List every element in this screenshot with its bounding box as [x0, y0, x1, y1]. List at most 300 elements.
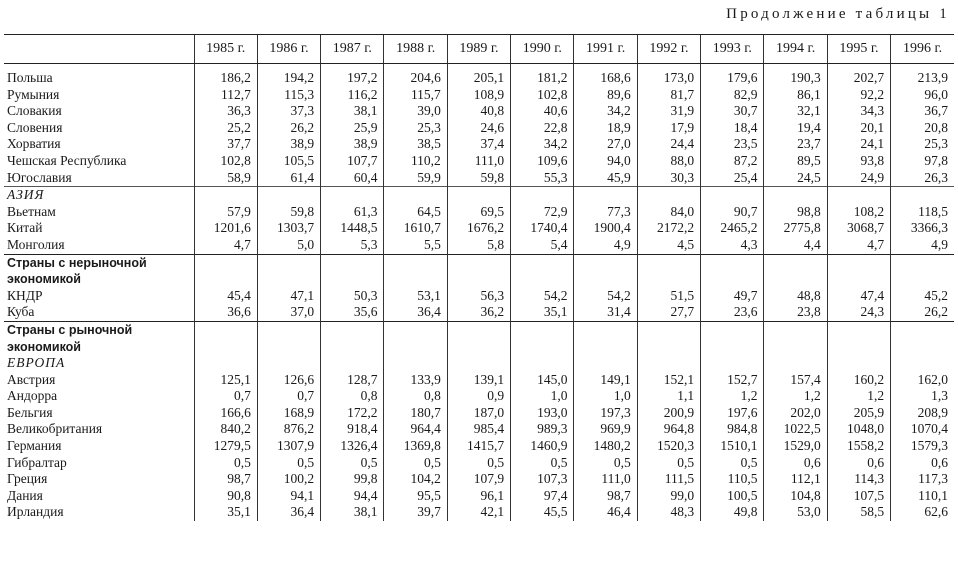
- year-header: 1985 г.: [194, 35, 257, 64]
- value-cell: 162,0: [891, 372, 954, 389]
- value-cell: 18,4: [701, 120, 764, 137]
- empty-cell: [194, 355, 257, 372]
- region-header-row: [4, 187, 954, 204]
- year-header: 1995 г.: [827, 35, 890, 64]
- group-label: [4, 271, 194, 288]
- empty-cell: [827, 355, 890, 372]
- value-cell: 37,3: [257, 103, 320, 120]
- value-cell: 25,9: [321, 120, 384, 137]
- value-cell: 111,0: [574, 471, 637, 488]
- year-header: 1991 г.: [574, 35, 637, 64]
- value-cell: 1480,2: [574, 438, 637, 455]
- value-cell: 22,8: [511, 120, 574, 137]
- value-cell: 59,8: [257, 204, 320, 221]
- header-row: [4, 35, 954, 64]
- empty-cell: [194, 321, 257, 338]
- empty-cell: [384, 187, 447, 204]
- value-cell: 24,3: [827, 304, 890, 321]
- value-cell: 17,9: [637, 120, 700, 137]
- table-row: [4, 204, 954, 221]
- value-cell: 69,5: [447, 204, 510, 221]
- empty-cell: [384, 321, 447, 338]
- empty-cell: [891, 355, 954, 372]
- value-cell: 35,6: [321, 304, 384, 321]
- value-cell: 1579,3: [891, 438, 954, 455]
- value-cell: 190,3: [764, 70, 827, 87]
- value-cell: 0,5: [511, 455, 574, 472]
- value-cell: 32,1: [764, 103, 827, 120]
- empty-cell: [764, 271, 827, 288]
- value-cell: 108,9: [447, 87, 510, 104]
- value-cell: 202,0: [764, 405, 827, 422]
- empty-cell: [827, 187, 890, 204]
- country-name: Словения: [7, 119, 63, 135]
- value-cell: 23,5: [701, 136, 764, 153]
- value-cell: 1,0: [574, 388, 637, 405]
- empty-cell: [447, 339, 510, 356]
- value-cell: 45,2: [891, 288, 954, 305]
- value-cell: 110,2: [384, 153, 447, 170]
- data-table: [4, 34, 954, 521]
- value-cell: 5,3: [321, 237, 384, 254]
- value-cell: 38,1: [321, 103, 384, 120]
- value-cell: 59,8: [447, 170, 510, 187]
- empty-cell: [257, 187, 320, 204]
- value-cell: 95,5: [384, 488, 447, 505]
- value-cell: 117,3: [891, 471, 954, 488]
- empty-cell: [764, 321, 827, 338]
- empty-cell: [257, 339, 320, 356]
- value-cell: 149,1: [574, 372, 637, 389]
- value-cell: 0,9: [447, 388, 510, 405]
- value-cell: 26,2: [257, 120, 320, 137]
- country-name: Вьетнам: [7, 203, 56, 219]
- empty-cell: [321, 254, 384, 271]
- empty-cell: [574, 339, 637, 356]
- empty-cell: [257, 254, 320, 271]
- value-cell: 985,4: [447, 421, 510, 438]
- value-cell: 72,9: [511, 204, 574, 221]
- value-cell: 145,0: [511, 372, 574, 389]
- value-cell: 197,3: [574, 405, 637, 422]
- value-cell: 92,2: [827, 87, 890, 104]
- country-name: Румыния: [7, 86, 60, 102]
- value-cell: 200,9: [637, 405, 700, 422]
- table-row: [4, 438, 954, 455]
- group-header-row: [4, 339, 954, 356]
- value-cell: 1022,5: [764, 421, 827, 438]
- value-cell: 1,1: [637, 388, 700, 405]
- value-cell: 34,2: [574, 103, 637, 120]
- value-cell: 5,5: [384, 237, 447, 254]
- value-cell: 31,9: [637, 103, 700, 120]
- value-cell: 57,9: [194, 204, 257, 221]
- value-cell: 18,9: [574, 120, 637, 137]
- value-cell: 4,4: [764, 237, 827, 254]
- group-header-row: [4, 254, 954, 271]
- value-cell: 108,2: [827, 204, 890, 221]
- country-name: Югославия: [7, 169, 72, 185]
- value-cell: 54,2: [574, 288, 637, 305]
- value-cell: 1307,9: [257, 438, 320, 455]
- value-cell: 38,1: [321, 504, 384, 521]
- value-cell: 1610,7: [384, 220, 447, 237]
- value-cell: 110,5: [701, 471, 764, 488]
- value-cell: 194,2: [257, 70, 320, 87]
- region-label: [4, 187, 194, 204]
- value-cell: 100,5: [701, 488, 764, 505]
- value-cell: 89,6: [574, 87, 637, 104]
- value-cell: 27,0: [574, 136, 637, 153]
- value-cell: 86,1: [764, 87, 827, 104]
- value-cell: 1415,7: [447, 438, 510, 455]
- value-cell: 60,4: [321, 170, 384, 187]
- value-cell: 5,0: [257, 237, 320, 254]
- value-cell: 56,3: [447, 288, 510, 305]
- table-row: [4, 288, 954, 305]
- value-cell: 39,0: [384, 103, 447, 120]
- empty-cell: [701, 339, 764, 356]
- value-cell: 3068,7: [827, 220, 890, 237]
- value-cell: 193,0: [511, 405, 574, 422]
- value-cell: 876,2: [257, 421, 320, 438]
- table-row: [4, 70, 954, 87]
- value-cell: 1,3: [891, 388, 954, 405]
- year-header: 1988 г.: [384, 35, 447, 64]
- year-header: 1987 г.: [321, 35, 384, 64]
- value-cell: 102,8: [511, 87, 574, 104]
- value-cell: 107,3: [511, 471, 574, 488]
- empty-cell: [321, 355, 384, 372]
- value-cell: 0,5: [384, 455, 447, 472]
- empty-cell: [384, 339, 447, 356]
- empty-cell: [511, 254, 574, 271]
- value-cell: 115,7: [384, 87, 447, 104]
- value-cell: 84,0: [637, 204, 700, 221]
- empty-cell: [891, 187, 954, 204]
- value-cell: 61,4: [257, 170, 320, 187]
- value-cell: 24,1: [827, 136, 890, 153]
- group-label-text: экономикой: [7, 272, 81, 287]
- value-cell: 45,4: [194, 288, 257, 305]
- value-cell: 107,9: [447, 471, 510, 488]
- empty-cell: [574, 321, 637, 338]
- empty-cell: [637, 254, 700, 271]
- empty-cell: [384, 355, 447, 372]
- empty-cell: [764, 355, 827, 372]
- year-header: 1986 г.: [257, 35, 320, 64]
- value-cell: 45,5: [511, 504, 574, 521]
- value-cell: 50,3: [321, 288, 384, 305]
- value-cell: 4,7: [194, 237, 257, 254]
- value-cell: 152,1: [637, 372, 700, 389]
- value-cell: 2465,2: [701, 220, 764, 237]
- empty-cell: [827, 339, 890, 356]
- empty-cell: [701, 187, 764, 204]
- value-cell: 35,1: [511, 304, 574, 321]
- value-cell: 47,4: [827, 288, 890, 305]
- group-label-text: Страны с рыночной: [7, 322, 133, 337]
- table-row: [4, 87, 954, 104]
- value-cell: 100,2: [257, 471, 320, 488]
- value-cell: 27,7: [637, 304, 700, 321]
- value-cell: 111,0: [447, 153, 510, 170]
- table-row: [4, 405, 954, 422]
- value-cell: 23,8: [764, 304, 827, 321]
- value-cell: 2775,8: [764, 220, 827, 237]
- value-cell: 116,2: [321, 87, 384, 104]
- value-cell: 0,6: [827, 455, 890, 472]
- value-cell: 61,3: [321, 204, 384, 221]
- empty-cell: [321, 271, 384, 288]
- value-cell: 87,2: [701, 153, 764, 170]
- table-row: [4, 471, 954, 488]
- value-cell: 104,2: [384, 471, 447, 488]
- value-cell: 118,5: [891, 204, 954, 221]
- value-cell: 94,0: [574, 153, 637, 170]
- country-name: Китай: [7, 220, 43, 236]
- value-cell: 19,4: [764, 120, 827, 137]
- value-cell: 0,5: [257, 455, 320, 472]
- value-cell: 0,5: [701, 455, 764, 472]
- empty-cell: [511, 355, 574, 372]
- empty-cell: [321, 339, 384, 356]
- value-cell: 34,3: [827, 103, 890, 120]
- value-cell: 58,5: [827, 504, 890, 521]
- value-cell: 49,8: [701, 504, 764, 521]
- value-cell: 64,5: [384, 204, 447, 221]
- table-row: [4, 388, 954, 405]
- value-cell: 114,3: [827, 471, 890, 488]
- empty-cell: [891, 339, 954, 356]
- value-cell: 99,0: [637, 488, 700, 505]
- empty-cell: [764, 187, 827, 204]
- value-cell: 53,0: [764, 504, 827, 521]
- empty-cell: [701, 254, 764, 271]
- value-cell: 3366,3: [891, 220, 954, 237]
- value-cell: 89,5: [764, 153, 827, 170]
- value-cell: 840,2: [194, 421, 257, 438]
- value-cell: 1201,6: [194, 220, 257, 237]
- country-name: Бельгия: [7, 404, 53, 420]
- value-cell: 40,6: [511, 103, 574, 120]
- table-row: [4, 304, 954, 321]
- empty-cell: [574, 355, 637, 372]
- value-cell: 969,9: [574, 421, 637, 438]
- empty-cell: [827, 321, 890, 338]
- value-cell: 36,4: [384, 304, 447, 321]
- value-cell: 25,3: [384, 120, 447, 137]
- value-cell: 115,3: [257, 87, 320, 104]
- value-cell: 39,7: [384, 504, 447, 521]
- country-name: Дания: [7, 487, 43, 503]
- empty-cell: [827, 254, 890, 271]
- value-cell: 1,2: [827, 388, 890, 405]
- country-name: Куба: [7, 304, 35, 320]
- value-cell: 54,2: [511, 288, 574, 305]
- value-cell: 30,3: [637, 170, 700, 187]
- value-cell: 51,5: [637, 288, 700, 305]
- empty-cell: [447, 321, 510, 338]
- empty-cell: [891, 271, 954, 288]
- empty-cell: [511, 339, 574, 356]
- year-header: 1996 г.: [891, 35, 954, 64]
- value-cell: 102,8: [194, 153, 257, 170]
- value-cell: 157,4: [764, 372, 827, 389]
- value-cell: 160,2: [827, 372, 890, 389]
- value-cell: 197,6: [701, 405, 764, 422]
- value-cell: 20,8: [891, 120, 954, 137]
- value-cell: 98,7: [194, 471, 257, 488]
- value-cell: 5,8: [447, 237, 510, 254]
- value-cell: 1460,9: [511, 438, 574, 455]
- value-cell: 36,6: [194, 304, 257, 321]
- value-cell: 0,6: [891, 455, 954, 472]
- table-body: [4, 64, 954, 522]
- country-name: Польша: [7, 70, 53, 85]
- region-header-row: [4, 355, 954, 372]
- value-cell: 59,9: [384, 170, 447, 187]
- empty-cell: [447, 271, 510, 288]
- group-label: [4, 254, 194, 271]
- value-cell: 25,2: [194, 120, 257, 137]
- value-cell: 4,9: [891, 237, 954, 254]
- value-cell: 964,8: [637, 421, 700, 438]
- empty-cell: [194, 339, 257, 356]
- table-row: [4, 120, 954, 137]
- empty-cell: [447, 254, 510, 271]
- empty-cell: [511, 187, 574, 204]
- value-cell: 109,6: [511, 153, 574, 170]
- value-cell: 2172,2: [637, 220, 700, 237]
- value-cell: 98,8: [764, 204, 827, 221]
- value-cell: 55,3: [511, 170, 574, 187]
- empty-cell: [384, 254, 447, 271]
- year-header: 1994 г.: [764, 35, 827, 64]
- empty-cell: [257, 321, 320, 338]
- country-name: Андорра: [7, 388, 58, 404]
- value-cell: 179,6: [701, 70, 764, 87]
- value-cell: 205,9: [827, 405, 890, 422]
- table-caption: Продолжение таблицы 1: [726, 6, 950, 22]
- value-cell: 197,2: [321, 70, 384, 87]
- value-cell: 0,7: [194, 388, 257, 405]
- value-cell: 1558,2: [827, 438, 890, 455]
- group-header-row: [4, 271, 954, 288]
- country-name: Великобритания: [7, 421, 103, 437]
- value-cell: 48,8: [764, 288, 827, 305]
- value-cell: 205,1: [447, 70, 510, 87]
- value-cell: 107,7: [321, 153, 384, 170]
- value-cell: 1070,4: [891, 421, 954, 438]
- value-cell: 1448,5: [321, 220, 384, 237]
- value-cell: 25,3: [891, 136, 954, 153]
- country-name: Чешская Республика: [7, 152, 127, 168]
- country-name: Монголия: [7, 236, 65, 252]
- value-cell: 0,6: [764, 455, 827, 472]
- empty-cell: [574, 254, 637, 271]
- value-cell: 112,1: [764, 471, 827, 488]
- empty-cell: [321, 187, 384, 204]
- value-cell: 93,8: [827, 153, 890, 170]
- table-row: [4, 220, 954, 237]
- empty-cell: [447, 355, 510, 372]
- empty-cell: [701, 355, 764, 372]
- value-cell: 42,1: [447, 504, 510, 521]
- year-header: 1993 г.: [701, 35, 764, 64]
- value-cell: 110,1: [891, 488, 954, 505]
- value-cell: 1,0: [511, 388, 574, 405]
- value-cell: 81,7: [637, 87, 700, 104]
- empty-cell: [637, 321, 700, 338]
- table-row: [4, 103, 954, 120]
- country-name: Греция: [7, 471, 48, 487]
- value-cell: 0,5: [574, 455, 637, 472]
- empty-cell: [891, 321, 954, 338]
- value-cell: 34,2: [511, 136, 574, 153]
- group-header-row: [4, 321, 954, 338]
- value-cell: 112,7: [194, 87, 257, 104]
- value-cell: 30,7: [701, 103, 764, 120]
- value-cell: 24,6: [447, 120, 510, 137]
- empty-cell: [194, 254, 257, 271]
- value-cell: 35,1: [194, 504, 257, 521]
- value-cell: 4,7: [827, 237, 890, 254]
- value-cell: 181,2: [511, 70, 574, 87]
- table-row: [4, 455, 954, 472]
- value-cell: 139,1: [447, 372, 510, 389]
- value-cell: 168,6: [574, 70, 637, 87]
- value-cell: 0,7: [257, 388, 320, 405]
- year-header: 1992 г.: [637, 35, 700, 64]
- value-cell: 37,0: [257, 304, 320, 321]
- value-cell: 186,2: [194, 70, 257, 87]
- value-cell: 172,2: [321, 405, 384, 422]
- value-cell: 26,3: [891, 170, 954, 187]
- value-cell: 1740,4: [511, 220, 574, 237]
- value-cell: 125,1: [194, 372, 257, 389]
- value-cell: 49,7: [701, 288, 764, 305]
- value-cell: 107,5: [827, 488, 890, 505]
- empty-cell: [194, 271, 257, 288]
- table-row: [4, 504, 954, 521]
- value-cell: 0,5: [194, 455, 257, 472]
- value-cell: 88,0: [637, 153, 700, 170]
- value-cell: 0,5: [637, 455, 700, 472]
- value-cell: 96,0: [891, 87, 954, 104]
- value-cell: 964,4: [384, 421, 447, 438]
- country-name: Австрия: [7, 371, 56, 387]
- value-cell: 23,6: [701, 304, 764, 321]
- value-cell: 36,3: [194, 103, 257, 120]
- value-cell: 0,8: [384, 388, 447, 405]
- value-cell: 208,9: [891, 405, 954, 422]
- value-cell: 37,7: [194, 136, 257, 153]
- value-cell: 1326,4: [321, 438, 384, 455]
- value-cell: 58,9: [194, 170, 257, 187]
- value-cell: 23,7: [764, 136, 827, 153]
- value-cell: 1510,1: [701, 438, 764, 455]
- value-cell: 94,1: [257, 488, 320, 505]
- group-label: [4, 339, 194, 356]
- table-row: [4, 170, 954, 187]
- header-corner-cell: [4, 35, 194, 64]
- value-cell: 47,1: [257, 288, 320, 305]
- value-cell: 1520,3: [637, 438, 700, 455]
- group-label-text: Страны с нерыночной: [7, 255, 147, 270]
- empty-cell: [574, 187, 637, 204]
- value-cell: 38,5: [384, 136, 447, 153]
